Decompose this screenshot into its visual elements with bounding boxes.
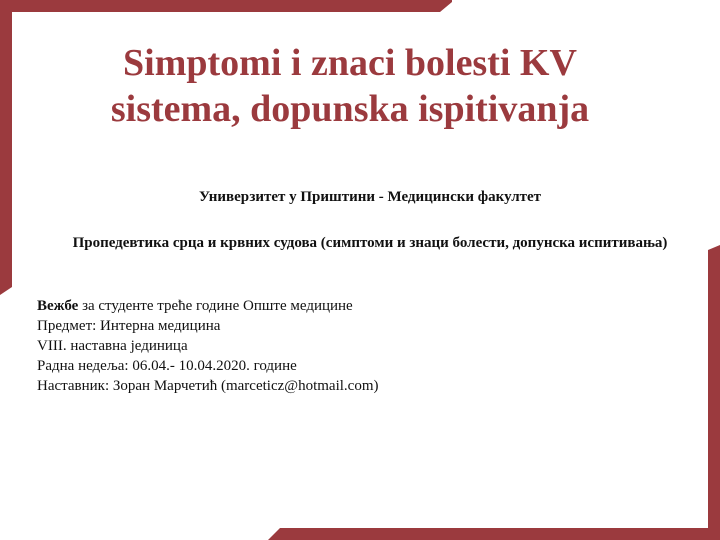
exercises-rest: за студенте треће године Опште медицине	[78, 298, 353, 314]
title-line-2: sistema, dopunska ispitivanja	[110, 88, 590, 130]
unit-line: VIII. наставна јединица	[37, 338, 188, 354]
title-line-1: Simptomi i znaci bolesti KV	[123, 42, 577, 84]
subject-line: Предмет: Интерна медицина	[37, 318, 221, 334]
slide-title	[60, 40, 640, 132]
exercises-line	[37, 296, 657, 316]
course-title: Пропедевтика срца и крвних судова (симптоми и знаци болести, допунска испитивања)	[72, 235, 668, 251]
week-line: Радна недеља: 06.04.- 10.04.2020. године	[37, 358, 297, 374]
university-subtitle: Универзитет у Приштини - Медицински факултет	[198, 189, 542, 205]
teacher-line: Наставник: Зоран Марчетић (marceticz@hotmail.com)	[37, 378, 379, 394]
exercises-word: Вежбе	[37, 298, 79, 314]
course-details	[37, 296, 657, 396]
